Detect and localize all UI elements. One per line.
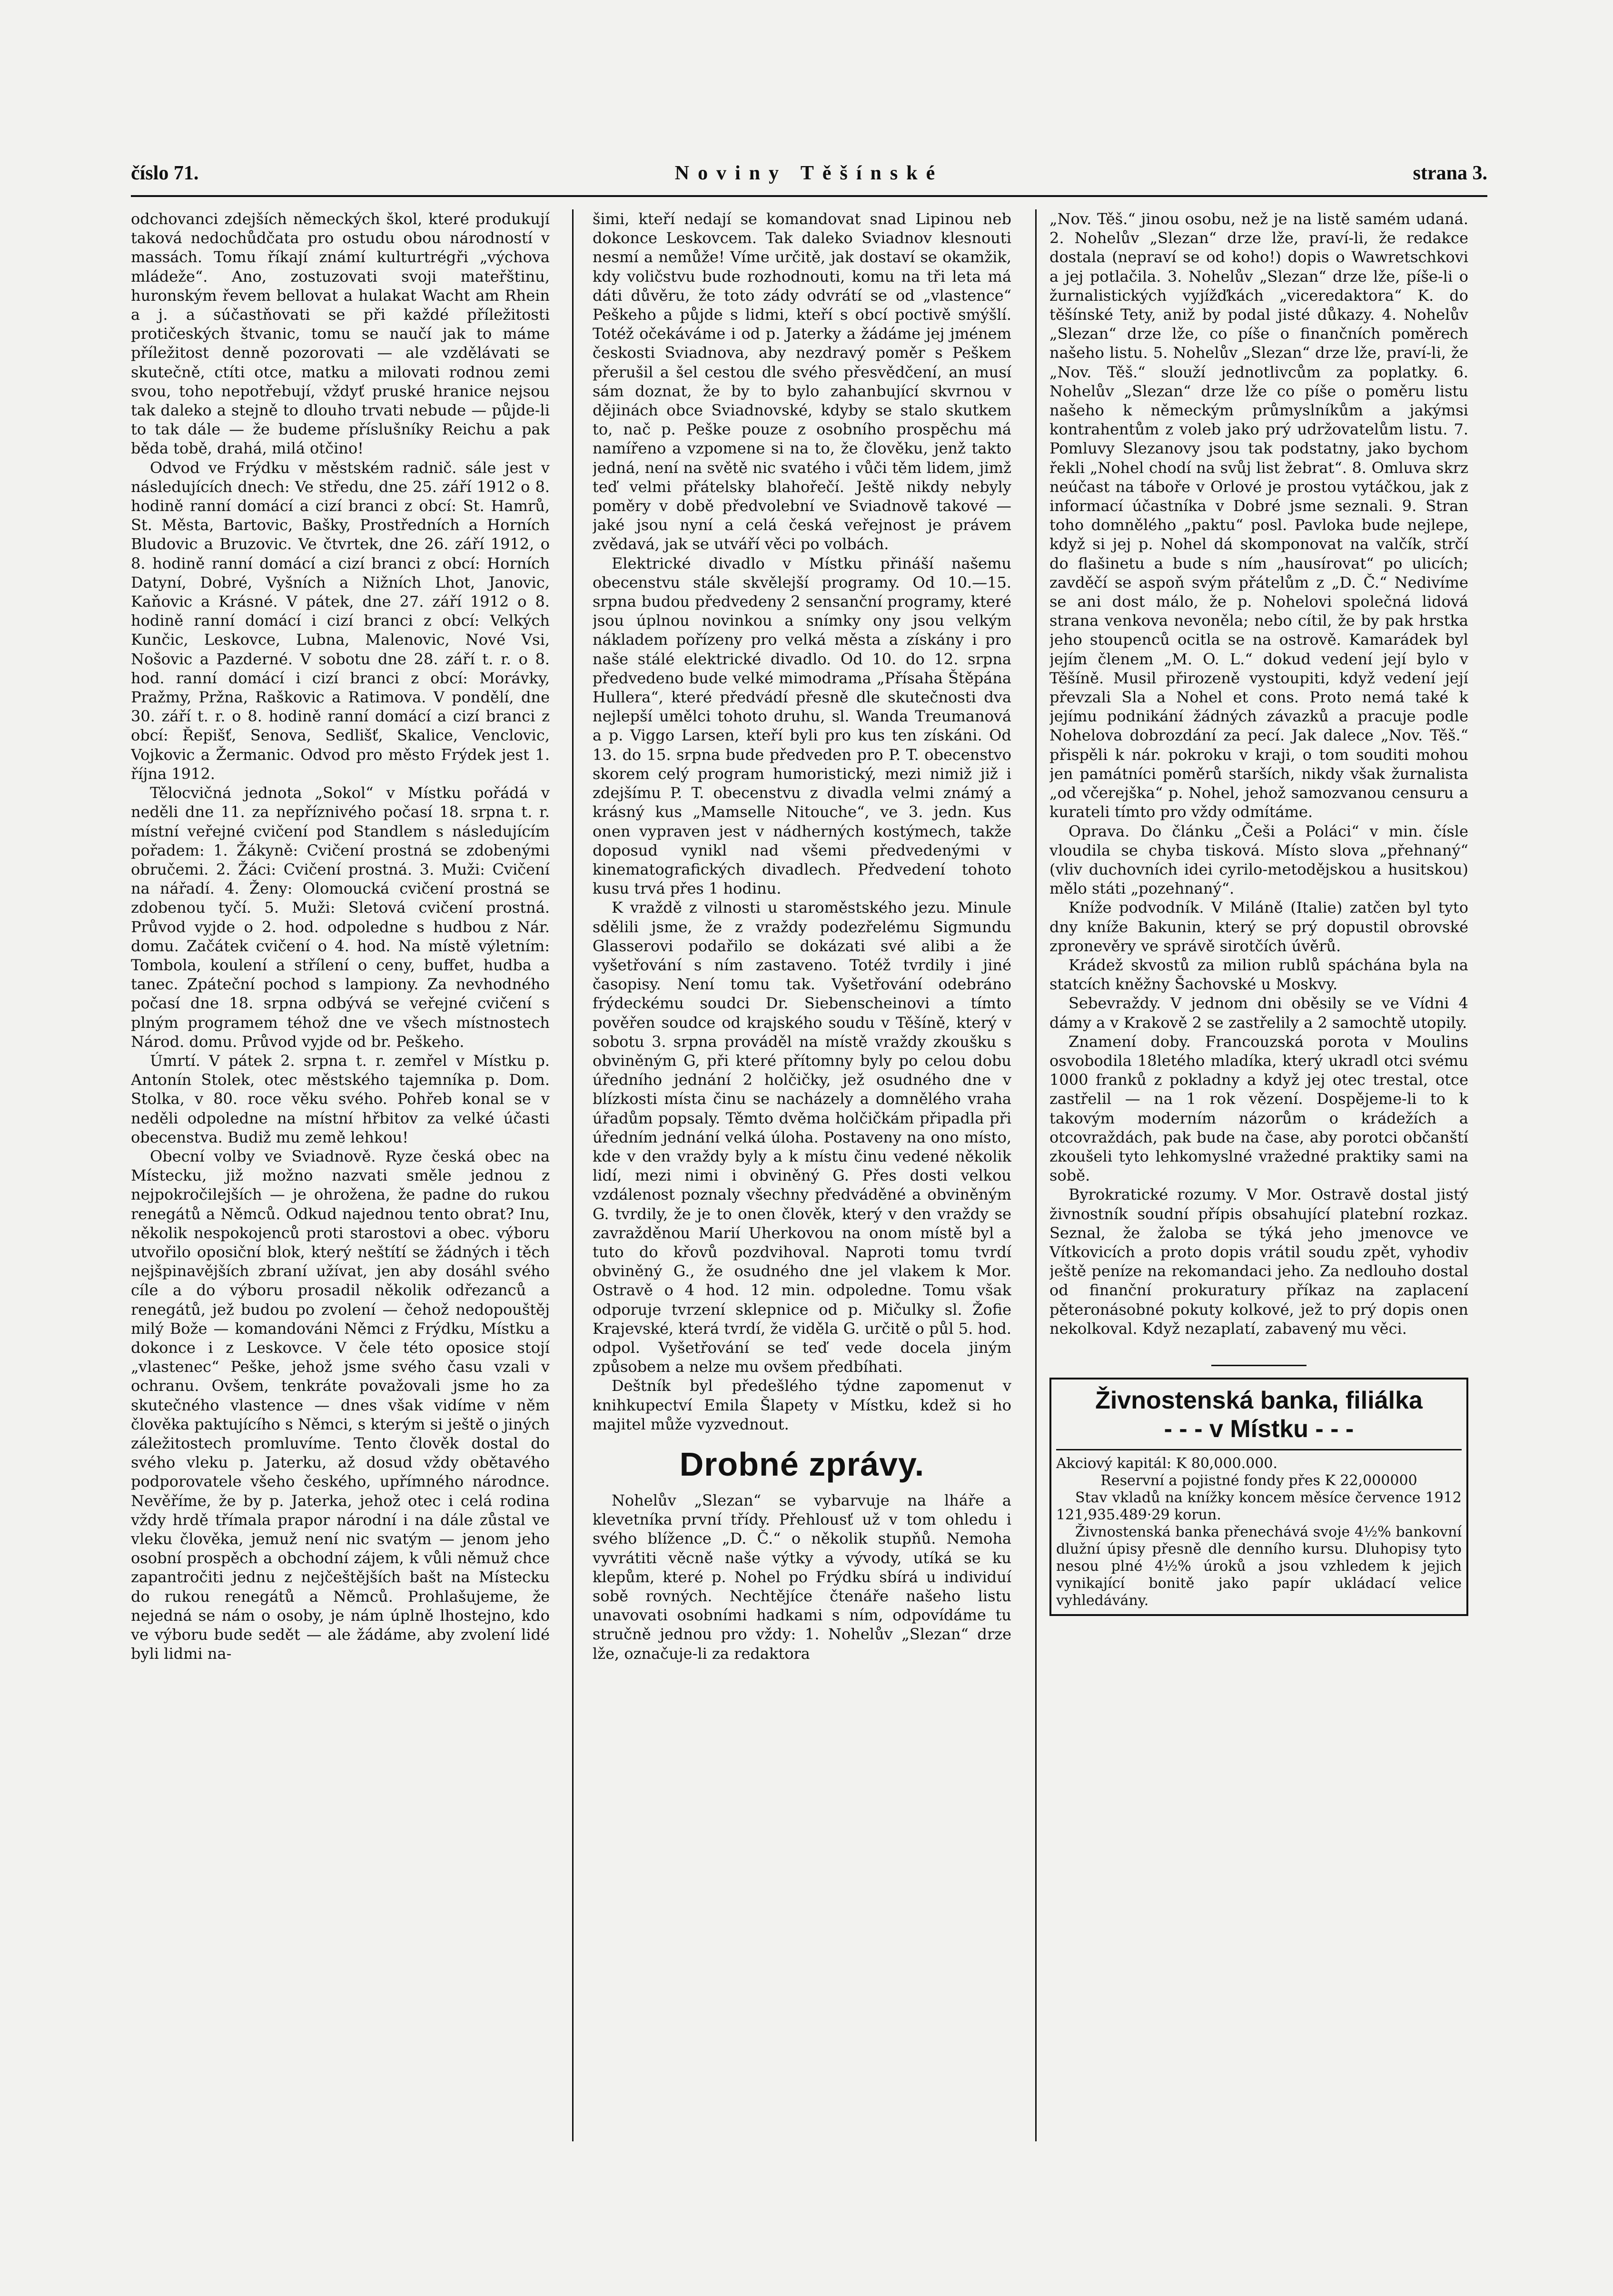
article-paragraph: Byrokratické rozumy. V Mor. Ostravě dostal jistý živnostník soudní přípis obsahující platební rozkaz. Seznal, že žaloba se týká jeho jmenovce ve Vítkovicích a proto dopis vrátil soudu zpět, vyhodiv ještě peníze na rekomandaci jeho. Za nedlouho dostal od finanční prokuratury příkaz na zaplacení pěteronásobné pokuty kolkové, jež to prý dopis onen nekolkoval. Když nezaplatí, zabavený mu věci. — [1049, 1185, 1468, 1338]
column-divider — [572, 209, 574, 2141]
article-paragraph: Odvod ve Frýdku v městském radnič. sále jest v následujících dnech: Ve středu, dne 25. září 1912 o 8. hodině ranní domácí a cizí branci z obcí: St. Hamrů, St. Města, Bartovic, Bašky, Prostředních a Horních Bludovic a Bruzovic. Ve čtvrtek, dne 26. září 1912, o 8. hodině ranní domácí a cizí branci z obcí: Horních Datyní, Dobré, Vyšních a Nižních Lhot, Janovic, Kaňovic a Krásné. V pátek, dne 27. září 1912 o 8. hodině ranní domácí i cizí branci z obcí: Velkých Kunčic, Leskovce, Lubna, Malenovic, Nové Vsi, Nošovic a Pazderné. V sobotu dne 28. září t. r. o 8. hod. ranní domácí i cizí branci z obcí: Morávky, Pražmy, Pržna, Raškovic a Ratimova. V pondělí, dne 30. září t. r. o 8. hodině ranní domácí a cizí branci z obcí: Řepišť, Senova, Sedlišť, Skalice, Venclovic, Vojkovic a Žermanic. Odvod pro město Frýdek jest 1. října 1912. — [131, 458, 550, 783]
ad-paragraph: Stav vkladů na knížky koncem měsíce července 1912 121,935.489·29 korun. — [1056, 1489, 1462, 1523]
article-paragraph: Obecní volby ve Sviadnově. Ryze česká obec na Místecku, již možno nazvati směle jednou z nejpokročilejších — je ohrožena, že padne do rukou renegátů a Němců. Odkud najednou tento obrat? Inu, několik nespokojenců proti starostovi a obec. výboru utvořilo oposiční blok, který neštítí se žádných i těch nejšpinavějších zbraní užívat, jen aby dosáhl svého cíle a do výboru prosadil několik odřezanců a renegátů, jež budou po zvolení — čehož nedopouštěj milý Bože — komandováni Němci z Frýdku, Místku a dokonce i z Leskovce. V čele této oposice stojí „vlastenec“ Peške, jehož jsme svého času vzali v ochranu. Ovšem, tenkráte považovali jsme ho za skutečného vlastence — dnes však vidíme v něm člověka paktujícího s Němci, s kterým si ještě o jiných záležitostech promluvíme. Tento člověk dostal do svého vleku p. Jaterku, až dosud vždy obětavého podporovatele všeho českého, upřímného národnce. Nevěříme, že by p. Jaterka, jehož otec i celá rodina vždy hrdě třímala prapor národní i na dále zůstal ve vleku člověka, jemuž není nic svatým — jenom jeho osobní prospěch a obchodní zájem, k vůli němuž chce zapantročiti jednu z nejčeštějších bašt na Místecku do rukou renegátů a Němců. Prohlašujeme, že nejedná se nám o osoby, je nám úplně lhostejno, kdo ve výboru bude sedět — ale žádáme, aby zvolení lidé byli lidmi na- — [131, 1147, 550, 1663]
section-heading: Drobné zprávy. — [679, 1446, 925, 1483]
article-paragraph: Elektrické divadlo v Místku přináší našemu obecenstvu stále skvělejší programy. Od 10.—15. srpna budou předvedeny 2 sensanční programy, které jsou úplnou novinkou a snímky ony jsou velkým nákladem pořízeny pro velká města a získány i pro naše stálé elektrické divadlo. Od 10. do 12. srpna předvedeno bude velké mimodrama „Přísaha Štěpána Hullera“, které předvádí přesně dle skutečnosti dva nejlepší umělci tohoto druhu, sl. Wanda Treumanová a p. Viggo Larsen, kteří byli pro kus ten získáni. Od 13. do 15. srpna bude předveden pro P. T. obecenstvo skorem celý program humoristický, mezi nimiž již i zdejšímu P. T. obecenstvu z divadla velmi známý a krásný kus „Mamselle Nitouche“, ve 3. jedn. Kus onen vypraven jest v nádherných kostýmech, takže doposud vynikl nad všemi předvedenými v kinematografických divadlech. Předvedení tohoto kusu trvá přes 1 hodinu. — [593, 554, 1011, 898]
article-paragraph: Krádež skvostů za milion rublů spáchána byla na statcích kněžny Šachovské u Moskvy. — [1049, 956, 1468, 994]
column-3 — [1049, 209, 1468, 2113]
ad-subtitle: - - - v Místku - - - — [1164, 1415, 1354, 1443]
article-paragraph: „Nov. Těš.“ jinou osobu, než je na listě samém udaná. 2. Nohelův „Slezan“ drze lže, praví-li, že redakce dostala (nepraví se od koho!) dopis o Wawretschkovi a jej potlačila. 3. Nohelův „Slezan“ drze lže, píše-li o žurnalistických vyjížďkách „viceredaktora“ K. do těšínské Tety, aniž by podal jisté důkazy. 4. Nohelův „Slezan“ drze lže, co píše o finančních poměrech našeho listu. 5. Nohelův „Slezan“ drze lže, praví-li, že „Nov. Těš.“ slouží jednotlivcům za poplatky. 6. Nohelův „Slezan“ drze lže co píše o poměru listu našeho k německým průmyslníkům a jakýmsi kontrahentům z voleb jako prý udržovatelům listu. 7. Pomluvy Slezanovy jsou tak podstatny, jako bychom řekli „Nohel chodí na svůj list žebrat“. 8. Omluva skrz neúčast na táboře v Orlové je prostou vytáčkou, jak z informací účastníka v Dobré jsme seznali. 9. Stran toho domnělého „paktu“ posl. Pavloka bude nejlepe, když si jej p. Nohel dá skomponovat na valčík, strčí do flašinetu a bude s ním „hausírovat“ po ulicích; zavděčí se aspoň svým přátelům z „D. Č.“ Nedivíme se ani dost málo, že p. Nohelovi společná lidová strana venkova nevoněla; nebo cítil, že by pak hrstka jeho stoupenců ocitla se na ostrově. Kamarádek byl jejím členem „M. O. L.“ dokud vedení její bylo v Těšíně. Musil přirozeně vystoupiti, když vedení její převzali Sla a Nohel et cons. Proto nemá také k jejímu podnikání žádných závazků a pracuje podle Nohelova dobrozdání za pecí. Jak dalece „Nov. Těš.“ přispěli k nár. pokroku v kraji, o tom souditi mohou jen památníci poměrů starších, nikdy však žurnalista „od včerejška“ p. Nohel, jehož samozvanou censuru a kurateli tímto pro vždy odmítáme. — [1049, 210, 1468, 821]
page-number: strana 3. — [1413, 162, 1487, 184]
article-paragraph: Deštník byl předešlého týdne zapomenut v knihkupectví Emila Šlapety v Místku, kdež si ho majitel může vyzvednout. — [593, 1377, 1011, 1433]
header-rule — [131, 195, 1487, 197]
article-paragraph: Nohelův „Slezan“ se vybarvuje na lháře a klevetníka první třídy. Přehlousť už v tom ohledu i svého blížence „D. Č.“ o několik stupňů. Nemoha vyvrátiti věcně naše výtky a vývody, utíká se ku klepům, které p. Nohel po Frýdku sbírá u individuí sobě rovných. Nechtějíce čtenáře našeho listu unavovati osobními hadkami s ním, odpovídáme tu stručně jednou pro vždy: 1. Nohelův „Slezan“ drze lže, označuje-li za redaktora — [593, 1491, 1011, 1663]
ad-title: Živnostenská banka, filiálka — [1095, 1386, 1423, 1414]
newspaper-title: Noviny Těšínské — [674, 162, 944, 184]
newspaper-page — [119, 0, 1499, 2296]
issue-number: číslo 71. — [131, 162, 199, 184]
section-divider — [1211, 1365, 1306, 1366]
article-paragraph: Sebevraždy. V jednom dni oběsily se ve Vídni 4 dámy a v Krakově 2 se zastřelily a 2 samochtě utopily. — [1049, 994, 1468, 1032]
article-paragraph: Oprava. Do článku „Češi a Poláci“ v min. čísle vloudila se chyba tisková. Místo slova „přehnaný“ (vliv duchovních idei cyrilo-metodějskou a husitskou) mělo státi „pozehnaný“. — [1049, 822, 1468, 898]
article-paragraph: Tělocvičná jednota „Sokol“ v Místku pořádá v neděli dne 11. za nepříznivého počasí 18. srpna t. r. místní veřejné cvičení pod Standlem s následujícím pořadem: 1. Žákyně: Cvičení prostná se zdobenými obručemi. 2. Žáci: Cvičení prostná. 3. Muži: Cvičení na nářadí. 4. Ženy: Olomoucká cvičení prostná se zdobenou tyčí. 5. Muži: Sletová cvičení prostná. Průvod vyjde o 2. hod. odpoledne s hudbou z Nár. domu. Začátek cvičení o 4. hod. Na místě výletním: Tombola, koulení a střílení o ceny, buffet, hudba a tanec. Zpáteční pochod s lampiony. Za nevhodného počasí dne 18. srpna odbývá se veřejné cvičení s plným programem téhož dne ve všech místnostech Národ. domu. Průvod vyjde od br. Peškeho. — [131, 784, 550, 1051]
article-paragraph: Znamení doby. Francouzská porota v Moulins osvobodila 18letého mladíka, který ukradl otci svému 1000 franků z pokladny a když jej otec trestal, otce zastřelil — na 1 rok vězení. Dospějeme-li to k takovým moderním názorům o krádežích a otcovraždách, pak bude na čase, aby porotci občanští zkoušeli tyto lehkomyslné vražedné praktiky sami na sobě. — [1049, 1032, 1468, 1185]
article-paragraph: Kníže podvodník. V Miláně (Italie) zatčen byl tyto dny kníže Bakunin, který se prý dopustil obrovské zpronevěry ve správě sirotčích úvěrů. — [1049, 898, 1468, 955]
page-header — [131, 162, 1487, 190]
article-paragraph: Úmrtí. V pátek 2. srpna t. r. zemřel v Místku p. Antonín Stolek, otec městského tajemníka p. Dom. Stolka, v 80. roce věku svého. Pohřeb konal se v neděli odpoledne na místní hřbitov za velké účasti obecenstva. Budiž mu země lehkou! — [131, 1051, 550, 1146]
ad-paragraph: Živnostenská banka přenechává svoje 4½% bankovní dlužní úpisy přesně dle denního kursu. Dluhopisy tyto nesou plné 4½% úroků a jsou vzhledem k jejich vynikající bonitě jako papír ukládací velice vyhledávány. — [1056, 1523, 1462, 1609]
column-1 — [131, 209, 550, 2113]
bank-advertisement — [1049, 1378, 1468, 1616]
article-paragraph: K vraždě z vilnosti u staroměstského jezu. Minule sdělili jsme, že z vraždy podezřelému Sigmundu Glasserovi podařilo se dokázati své alibi a že vyšetřování s ním zastaveno. Totéž tvrdily i jiné časopisy. Není tomu tak. Vyšetřování odebráno frýdeckému soudci Dr. Siebenscheinovi a tímto pověřen soudce od krajského soudu v Těšíně, který v sobotu 3. srpna prováděl na místě vraždy zkoušku s obviněným G, při které přítomny byly po celou dobu úředního jednání 2 holčičky, jež osudného dne v blízkosti místa činu se nacházely a domnělého vraha úřadům popsaly. Těmto dvěma holčičkám připadla při úředním jednání velká úloha. Postaveny na ono místo, kde v den vraždy byly a k místu činu vedené několik lidí, mezi nimi i obviněný G. Přes dosti velkou vzdálenost poznaly všechny předváděné a obviněným G. tvrdily, že je to onen člověk, který v den vraždy se zavražděnou Marií Uherkovou na onom místě byl a tuto do křovů pozdvihoval. Naproti tomu tvrdí obviněný G., že osudného dne jel vlakem k Mor. Ostravě o 4 hod. 12 min. odpoledne. Tomu však odporuje tvrzení sklepnice od p. Mičulky sl. Žofie Krajevské, která tvrdí, že viděla G. určitě o půl 5. hod. odpol. Vyšetřování se teď vede docela jiným způsobem a nelze mu ovšem předbíhati. — [593, 898, 1011, 1376]
column-divider — [1035, 209, 1037, 2141]
ad-capital: Akciový kapitál: K 80,000.000. — [1056, 1455, 1278, 1472]
article-paragraph: odchovanci zdejších německých škol, které produkují taková nedochůdčata pro ostudu obou národností v massách. Tomu říkají známí kulturtrégři „výchova mládeže“. Ano, zostuzovati svoji mateřštinu, huronským řevem bellovat a hulakat Wacht am Rhein a j. a súčastňovati se při každé příležitosti protičeských štvanic, tomu se naučí jak to máme příležitost denně pozorovati — ale vzdělávati se skutečně, ctíti otce, matku a milovati rodnou zemi svou, toho nepotřebují, vždyť pruské hranice nejsou tak daleko a stejně to dlouho trvati nebude — půjde-li to tak dále — že budeme příslušníky Reichu a pak běda tobě, drahá, milá otčino! — [131, 210, 550, 458]
article-paragraph: šimi, kteří nedají se komandovat snad Lipinou neb dokonce Leskovcem. Tak daleko Sviadnov klesnouti nesmí a nemůže! Víme určitě, jak dostaví se okamžik, kdy voličstvu bude rozhodnouti, komu na tři leta má dáti důvěru, že toto zády odvrátí se od „vlastence“ Peškeho a půjde s lidmi, kteří s obcí poctivě smýšlí. Totéž očekáváme i od p. Jaterky a žádáme jej jménem českosti Sviadnova, aby nezdravý poměr s Peškem přerušil a šel cestou dle svého přesvědčení, an musí sám doznat, že by to bylo zahanbující skvrnou v dějinách obce Sviadnovské, kdyby se stalo skutkem to, nač p. Peške pouze z osobního prospěchu má namířeno a vzpomene si na to, že člověku, jenž takto jedná, není na světě nic svatého i vůči těm lidem, jimž teď velmi přátelsky blahořečí. Ještě nikdy nebyly poměry v době předvolební ve Sviadnově takové — jaké jsou nyní a celá česká veřejnost je právem zvědavá, jak se utváří věci po volbách. — [593, 210, 1011, 553]
column-2 — [593, 209, 1011, 2113]
ad-rule — [1056, 1449, 1462, 1450]
ad-reserves: Reservní a pojistné fondy přes K 22,000000 — [1100, 1472, 1417, 1489]
